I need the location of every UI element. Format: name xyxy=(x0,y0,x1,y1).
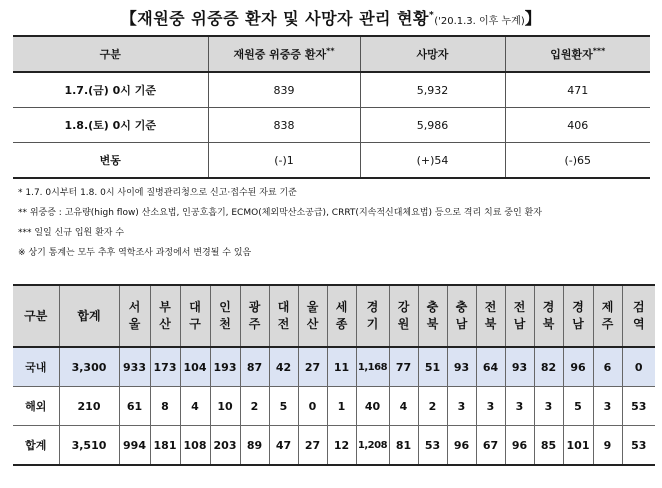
region-value-cell: 108 xyxy=(180,426,210,466)
region-header-text: 남 xyxy=(513,317,526,331)
region-header-text: 역 xyxy=(632,317,645,331)
region-header-cell xyxy=(356,285,389,347)
region-value-cell: 0 xyxy=(622,347,655,387)
region-value-cell: 2 xyxy=(240,387,269,426)
region-value-cell: 87 xyxy=(240,347,269,387)
region-header-cell xyxy=(327,285,356,347)
region-header-text: 기 xyxy=(366,317,379,331)
summary-table xyxy=(13,35,650,179)
region-value-cell: 5 xyxy=(269,387,298,426)
region-header-text: 합계 xyxy=(77,308,101,323)
region-header-cell xyxy=(593,285,622,347)
region-header-text: 인 xyxy=(219,300,231,314)
region-header-text: 산 xyxy=(306,317,319,331)
region-header-text: 강 xyxy=(397,300,410,314)
region-value-cell: 40 xyxy=(356,387,389,426)
header-category: 구분 xyxy=(13,36,208,72)
title-note: ('20.1.3. 이후 누계) xyxy=(434,16,525,27)
region-header-text: 종 xyxy=(335,317,348,331)
deaths-value: 5,986 xyxy=(360,108,505,143)
region-value-cell: 12 xyxy=(327,426,356,466)
region-header-cell xyxy=(240,285,269,347)
region-header-cell xyxy=(447,285,476,347)
region-header-text: 원 xyxy=(397,317,410,331)
region-header-text: 경 xyxy=(572,300,584,314)
deaths-change: (+)54 xyxy=(360,143,505,179)
region-value-cell: 82 xyxy=(534,347,563,387)
region-total-cell: 3,510 xyxy=(59,426,119,466)
region-value-cell: 173 xyxy=(150,347,180,387)
title-main: 【재원중 위중증 환자 및 사망자 관리 현황 xyxy=(120,9,429,28)
header-deaths: 사망자 xyxy=(360,36,505,72)
region-value-cell: 5 xyxy=(563,387,593,426)
title-close: 】 xyxy=(524,9,542,28)
region-header-text: 북 xyxy=(426,317,439,331)
region-value-cell: 933 xyxy=(119,347,150,387)
deaths-value: 5,932 xyxy=(360,72,505,108)
region-header-text: 세 xyxy=(335,300,348,314)
region-value-cell: 47 xyxy=(269,426,298,466)
region-header-text: 부 xyxy=(159,300,171,314)
region-table xyxy=(13,284,655,466)
region-header-text: 구분 xyxy=(24,308,48,323)
region-value-cell: 53 xyxy=(622,387,655,426)
region-value-cell: 2 xyxy=(418,387,447,426)
row-label: 변동 xyxy=(13,143,208,179)
region-header-cell xyxy=(150,285,180,347)
region-header-cell xyxy=(534,285,563,347)
region-header-cell xyxy=(119,285,150,347)
region-value-cell: 77 xyxy=(389,347,418,387)
row-label: 1.7.(금) 0시 기준 xyxy=(13,72,208,108)
region-header-text: 전 xyxy=(513,300,526,314)
region-value-cell: 85 xyxy=(534,426,563,466)
region-header-text: 제 xyxy=(601,300,614,314)
region-value-cell: 104 xyxy=(180,347,210,387)
region-value-cell: 67 xyxy=(476,426,505,466)
summary-row xyxy=(13,72,650,108)
footnote: ** 위중증 : 고유량(high flow) 산소요법, 인공호흡기, ECMO(체외막산소공급), CRRT(지속적신대체요법) 등으로 격리 치료 중인 환자 xyxy=(18,208,542,218)
region-header-text: 남 xyxy=(572,317,584,331)
region-row-overseas xyxy=(13,387,655,426)
footnote: * 1.7. 0시부터 1.8. 0시 사이에 질병관리청으로 신고·접수된 자료 기준 xyxy=(18,188,297,198)
region-header-row xyxy=(13,285,655,347)
title-asterisk: * xyxy=(428,10,435,21)
report-title xyxy=(0,6,662,29)
region-header-text: 경 xyxy=(542,300,555,314)
region-value-cell: 93 xyxy=(447,347,476,387)
summary-row-change xyxy=(13,143,650,179)
region-value-cell: 4 xyxy=(180,387,210,426)
region-header-text: 주 xyxy=(601,317,614,331)
region-header-text: 충 xyxy=(455,300,468,314)
region-value-cell: 3 xyxy=(534,387,563,426)
region-value-cell: 96 xyxy=(563,347,593,387)
region-header-text: 울 xyxy=(128,317,141,331)
region-value-cell: 53 xyxy=(622,426,655,466)
region-header-text: 광 xyxy=(248,300,261,314)
region-header-text: 천 xyxy=(219,317,231,331)
region-value-cell: 3 xyxy=(593,387,622,426)
region-header-cell xyxy=(418,285,447,347)
region-value-cell: 3 xyxy=(505,387,534,426)
region-header-text: 전 xyxy=(277,317,290,331)
region-value-cell: 89 xyxy=(240,426,269,466)
region-header-cell xyxy=(298,285,327,347)
region-header-text: 주 xyxy=(248,317,261,331)
region-header-text: 남 xyxy=(455,317,468,331)
region-value-cell: 96 xyxy=(447,426,476,466)
region-header-total xyxy=(59,285,119,347)
region-header-text: 경 xyxy=(366,300,379,314)
critical-value: 839 xyxy=(208,72,360,108)
region-header-text: 검 xyxy=(632,300,645,314)
footnotes xyxy=(18,183,542,263)
region-header-text: 대 xyxy=(277,300,290,314)
region-header-text: 울 xyxy=(306,300,319,314)
region-row-label: 국내 xyxy=(13,347,59,387)
region-value-cell: 61 xyxy=(119,387,150,426)
region-value-cell: 93 xyxy=(505,347,534,387)
region-value-cell: 6 xyxy=(593,347,622,387)
region-value-cell: 8 xyxy=(150,387,180,426)
region-value-cell: 101 xyxy=(563,426,593,466)
region-value-cell: 3 xyxy=(447,387,476,426)
region-value-cell: 1,208 xyxy=(356,426,389,466)
admitted-value: 471 xyxy=(505,72,650,108)
admitted-change: (-)65 xyxy=(505,143,650,179)
region-value-cell: 11 xyxy=(327,347,356,387)
region-header-text: 전 xyxy=(484,300,497,314)
region-value-cell: 10 xyxy=(210,387,240,426)
summary-row xyxy=(13,108,650,143)
region-header-cell xyxy=(476,285,505,347)
footnote: *** 일일 신규 입원 환자 수 xyxy=(18,228,125,238)
region-value-cell: 4 xyxy=(389,387,418,426)
region-header-text: 산 xyxy=(159,317,171,331)
region-value-cell: 0 xyxy=(298,387,327,426)
region-value-cell: 1,168 xyxy=(356,347,389,387)
summary-header-row xyxy=(13,36,650,72)
header-critical: 재원중 위중증 환자** xyxy=(208,36,360,72)
admitted-value: 406 xyxy=(505,108,650,143)
region-value-cell: 9 xyxy=(593,426,622,466)
region-header-text: 북 xyxy=(484,317,497,331)
row-label: 1.8.(토) 0시 기준 xyxy=(13,108,208,143)
region-value-cell: 27 xyxy=(298,347,327,387)
region-value-cell: 81 xyxy=(389,426,418,466)
region-header-cell xyxy=(210,285,240,347)
region-header-cell xyxy=(563,285,593,347)
region-header-category xyxy=(13,285,59,347)
region-value-cell: 181 xyxy=(150,426,180,466)
critical-value: 838 xyxy=(208,108,360,143)
critical-change: (-)1 xyxy=(208,143,360,179)
region-value-cell: 42 xyxy=(269,347,298,387)
region-header-cell xyxy=(389,285,418,347)
region-header-cell xyxy=(269,285,298,347)
region-header-text: 북 xyxy=(542,317,555,331)
region-value-cell: 27 xyxy=(298,426,327,466)
region-total-cell: 210 xyxy=(59,387,119,426)
region-row-label: 합계 xyxy=(13,426,59,466)
region-header-cell xyxy=(622,285,655,347)
region-value-cell: 193 xyxy=(210,347,240,387)
region-row-total xyxy=(13,426,655,466)
region-header-text: 충 xyxy=(426,300,439,314)
region-value-cell: 96 xyxy=(505,426,534,466)
region-value-cell: 3 xyxy=(476,387,505,426)
region-value-cell: 994 xyxy=(119,426,150,466)
region-row-domestic xyxy=(13,347,655,387)
region-header-text: 구 xyxy=(189,317,201,331)
region-header-text: 서 xyxy=(128,300,141,314)
region-row-label: 해외 xyxy=(13,387,59,426)
region-total-cell: 3,300 xyxy=(59,347,119,387)
region-value-cell: 1 xyxy=(327,387,356,426)
region-value-cell: 64 xyxy=(476,347,505,387)
region-value-cell: 51 xyxy=(418,347,447,387)
region-header-cell xyxy=(505,285,534,347)
region-header-cell xyxy=(180,285,210,347)
region-header-text: 대 xyxy=(189,300,201,314)
header-admitted: 입원환자*** xyxy=(505,36,650,72)
region-value-cell: 53 xyxy=(418,426,447,466)
region-value-cell: 203 xyxy=(210,426,240,466)
footnote: ※ 상기 통계는 모두 추후 역학조사 과정에서 변경될 수 있음 xyxy=(18,248,252,258)
